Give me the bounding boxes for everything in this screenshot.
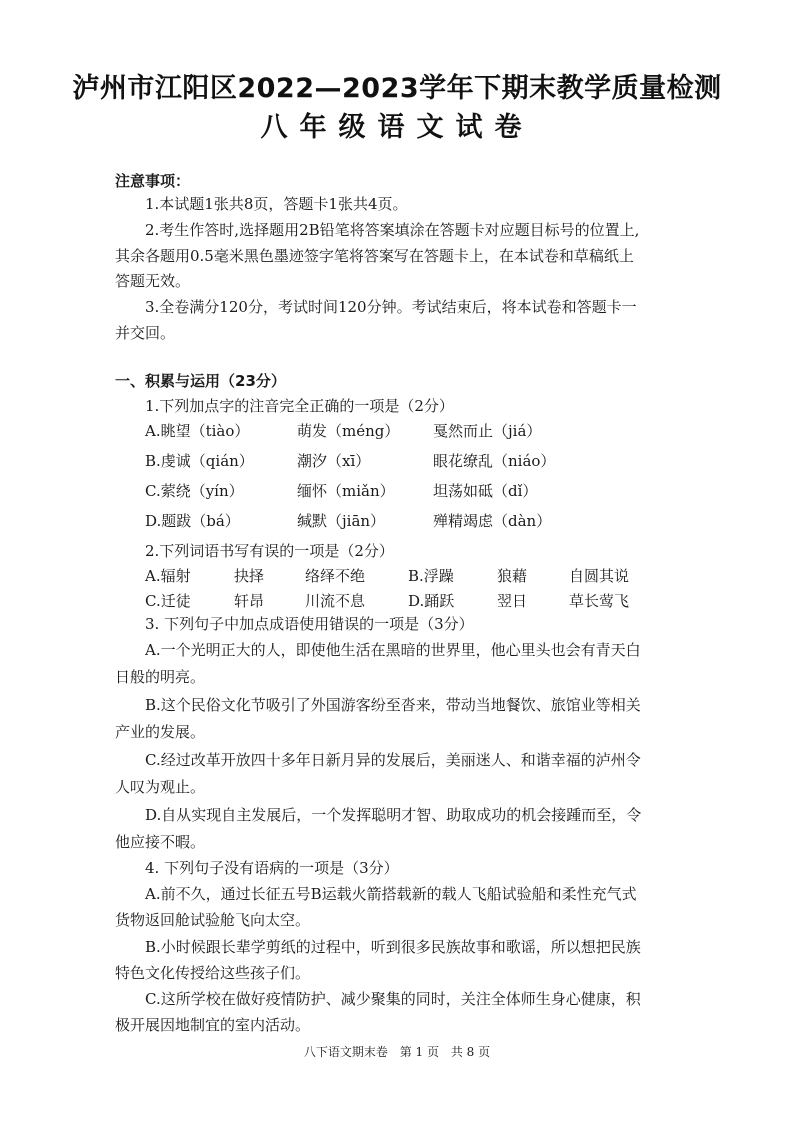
q1-option: 缄默（jiān） <box>297 512 386 530</box>
q2-option: 狼藉 <box>497 567 528 585</box>
notice-line: 1.本试题1张共8页，答题卡1张共4页。 <box>145 195 408 213</box>
q2-option: 络绎不绝 <box>305 567 366 585</box>
question-stem: 4. 下列句子没有语病的一项是（3分） <box>145 859 399 877</box>
q1-option: 殚精竭虑（dàn） <box>433 512 552 530</box>
q1-option: 戛然而止（jiá） <box>433 422 542 440</box>
q3-line: C.经过改革开放四十多年日新月异的发展后，美丽迷人、和谐幸福的泸州令 <box>145 751 641 769</box>
q1-option: 潮汐（xī） <box>297 452 371 470</box>
q2-option: C.迁徒 <box>145 592 191 610</box>
q4-line: 极开展因地制宜的室内活动。 <box>115 1016 311 1034</box>
notice-heading: 注意事项： <box>115 172 191 190</box>
notice-line: 并交回。 <box>115 324 176 342</box>
exam-title: 泸州市江阳区2022—2023学年下期末教学质量检测 <box>72 73 722 104</box>
q3-line: 产业的发展。 <box>115 723 206 741</box>
q2-option: D.踊跃 <box>408 592 455 610</box>
q2-option: A.辐射 <box>145 567 191 585</box>
exam-subtitle: 八年级语文试卷 <box>260 112 534 143</box>
question-stem: 1.下列加点字的注音完全正确的一项是（2分） <box>145 397 454 415</box>
q2-option: 草长莺飞 <box>569 592 630 610</box>
page-footer <box>0 1043 794 1060</box>
q3-line: D.自从实现自主发展后，一个发挥聪明才智、助取成功的机会接踵而至，令 <box>145 806 642 824</box>
q3-line: A.一个光明正大的人，即使他生活在黑暗的世界里，他心里头也会有青天白 <box>145 641 641 659</box>
notice-line: 3.全卷满分120分，考试时间120分钟。考试结束后，将本试卷和答题卡一 <box>145 298 637 316</box>
q1-option: D.题跋（bá） <box>145 512 240 530</box>
q3-line: 他应接不暇。 <box>115 833 206 851</box>
footer-total-pages: 共 8 页 <box>450 1045 491 1059</box>
q1-option: 坦荡如砥（dǐ） <box>433 482 538 500</box>
q3-line: 人叹为观止。 <box>115 778 206 796</box>
section-heading: 一、积累与运用（23分） <box>115 372 286 390</box>
notice-line: 其余各题用0.5毫米黑色墨迹签字笔将答案写在答题卡上，在本试卷和草稿纸上 <box>115 247 634 265</box>
q4-line: B.小时候跟长辈学剪纸的过程中，听到很多民族故事和歌谣，所以想把民族 <box>145 938 641 956</box>
q4-line: A.前不久，通过长征五号B运载火箭搭载新的载人飞船试验船和柔性充气式 <box>145 885 637 903</box>
q2-option: B.浮躁 <box>408 567 454 585</box>
q1-option: A.眺望（tiào） <box>145 422 250 440</box>
q3-line: B.这个民俗文化节吸引了外国游客纷至沓来，带动当地餐饮、旅馆业等相关 <box>145 696 641 714</box>
footer-exam-name: 八下语文期末卷 <box>303 1045 388 1059</box>
q1-option: 缅怀（miǎn） <box>297 482 395 500</box>
q2-option: 自圆其说 <box>569 567 630 585</box>
q2-option: 轩昂 <box>234 592 265 610</box>
q1-option: B.虔诚（qián） <box>145 452 254 470</box>
notice-line: 答题无效。 <box>115 272 191 290</box>
question-stem: 3. 下列句子中加点成语使用错误的一项是（3分） <box>145 615 474 633</box>
q2-option: 抉择 <box>234 567 265 585</box>
q2-option: 川流不息 <box>305 592 366 610</box>
q1-option: C.萦绕（yín） <box>145 482 244 500</box>
notice-line: 2.考生作答时,选择题用2B铅笔将答案填涂在答题卡对应题目标号的位置上, <box>145 221 640 239</box>
q4-line: 货物返回舱试验舱飞向太空。 <box>115 911 311 929</box>
q4-line: C.这所学校在做好疫情防护、减少聚集的同时，关注全体师生身心健康，积 <box>145 990 641 1008</box>
q2-option: 翌日 <box>497 592 528 610</box>
q4-line: 特色文化传授给这些孩子们。 <box>115 964 311 982</box>
footer-page-number: 第 1 页 <box>399 1045 439 1059</box>
q1-option: 萌发（méng） <box>297 422 400 440</box>
question-stem: 2.下列词语书写有误的一项是（2分） <box>145 542 394 560</box>
q1-option: 眼花缭乱（niáo） <box>433 452 556 470</box>
q3-line: 日般的明亮。 <box>115 668 206 686</box>
